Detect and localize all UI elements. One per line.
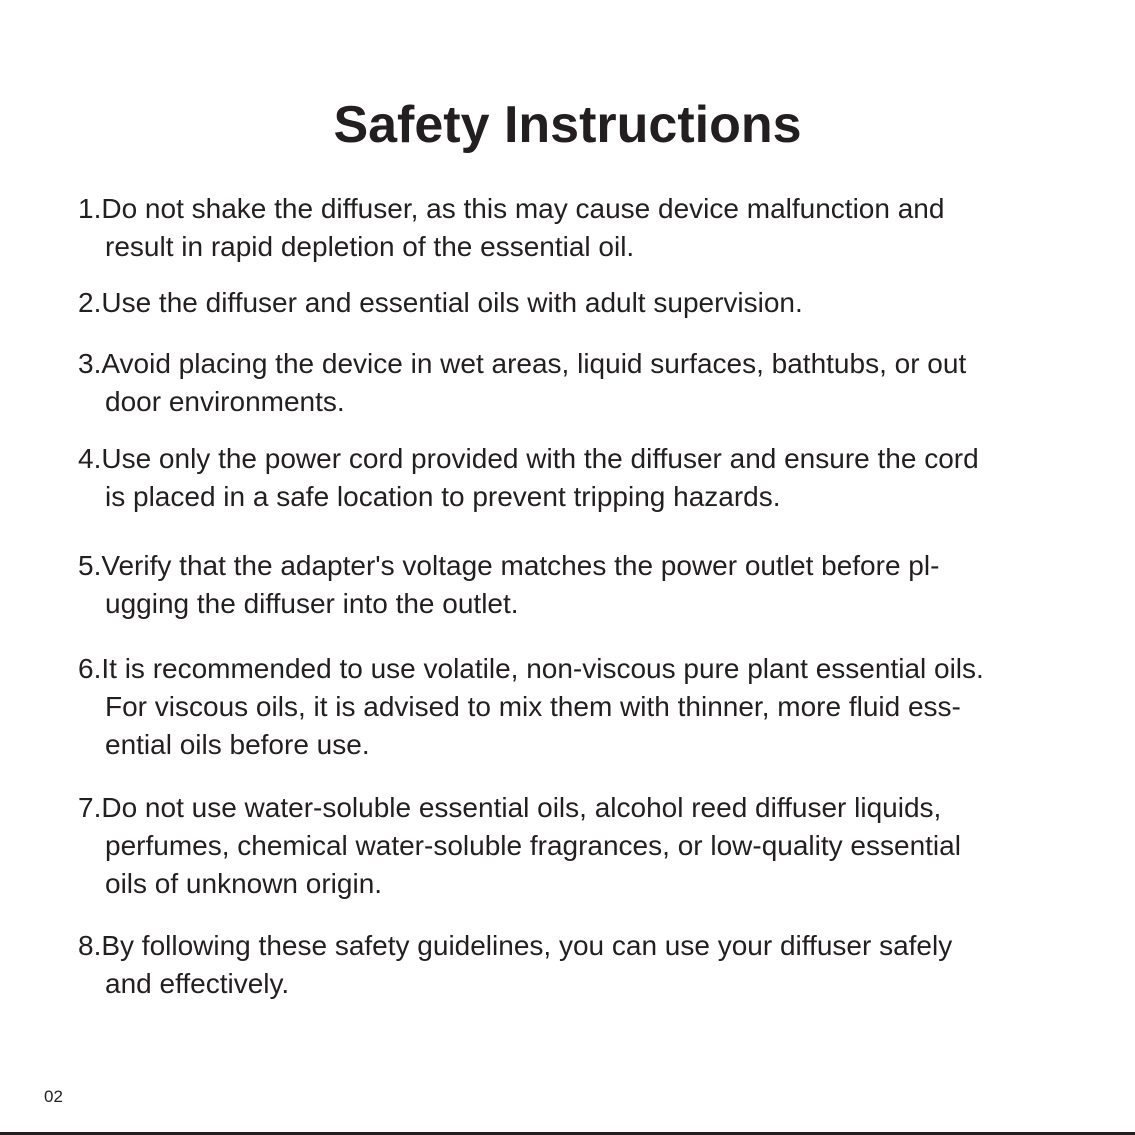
instruction-5-line-2: ugging the diffuser into the outlet. [105,588,519,619]
instruction-1-line-1: 1.Do not shake the diffuser, as this may cause device malfunction and [78,193,945,224]
instruction-item-7 [78,789,1078,903]
instruction-item-6 [78,650,1078,764]
instruction-7-line-3: oils of unknown origin. [105,868,383,899]
instruction-1-line-2: result in rapid depletion of the essential oil. [105,231,635,262]
page-title: Safety Instructions [333,96,802,154]
instruction-3-line-1: 3.Avoid placing the device in wet areas, liquid surfaces, bathtubs, or out [78,348,967,379]
instruction-7-line-2: perfumes, chemical water-soluble fragrances, or low-quality essential [105,830,961,861]
instruction-item-2 [78,284,1078,322]
instruction-item-5 [78,547,1078,623]
instruction-5-line-1: 5.Verify that the adapter's voltage matches the power outlet before pl- [78,550,940,581]
instruction-item-1 [78,190,1078,266]
instruction-8-line-2: and effectively. [105,968,290,999]
page-number: 02 [44,1087,63,1106]
instruction-6-line-2: For viscous oils, it is advised to mix them with thinner, more fluid ess- [105,691,961,722]
instruction-8-line-1: 8.By following these safety guidelines, you can use your diffuser safely [78,930,953,961]
instruction-6-line-3: ential oils before use. [105,729,370,760]
instruction-4-line-2: is placed in a safe location to prevent tripping hazards. [105,481,781,512]
instruction-item-8 [78,927,1078,1003]
instruction-6-line-1: 6.It is recommended to use volatile, non-viscous pure plant essential oils. [78,653,984,684]
instruction-item-4 [78,440,1078,516]
instruction-2-line-1: 2.Use the diffuser and essential oils with adult supervision. [78,287,803,318]
instruction-7-line-1: 7.Do not use water-soluble essential oils, alcohol reed diffuser liquids, [78,792,942,823]
instruction-item-3 [78,345,1078,421]
instruction-4-line-1: 4.Use only the power cord provided with the diffuser and ensure the cord [78,443,979,474]
instruction-3-line-2: door environments. [105,386,345,417]
